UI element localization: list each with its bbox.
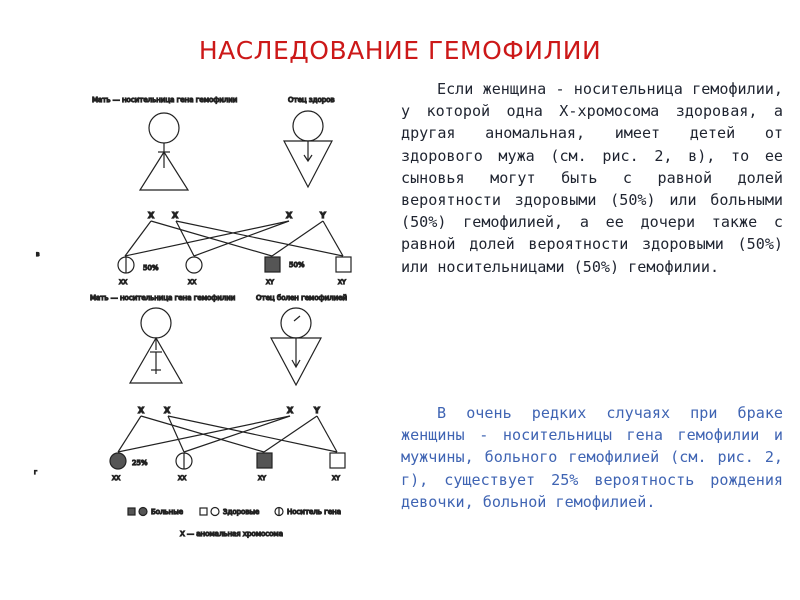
mother-v-head (149, 113, 179, 143)
mother-label-g: Мать — носительница гена гемофилии (90, 294, 236, 302)
gene-v-1: X (148, 211, 155, 220)
gene-g-4: Y (314, 406, 320, 415)
legend-sick-square (128, 508, 135, 515)
gene-g-3: X (287, 406, 294, 415)
child-g-1-label: XX (112, 475, 121, 482)
slide-title: НАСЛЕДОВАНИЕ ГЕМОФИЛИИ (198, 36, 602, 65)
legend-carrier: Носитель гена (287, 508, 342, 516)
legend-sick: Больные (151, 508, 184, 516)
child-g-3-label: XY (258, 475, 266, 482)
percent-g-left: 25% (132, 459, 148, 467)
gene-v-2: X (172, 211, 179, 220)
panel-letter-g: г (34, 469, 38, 476)
percent-v-right: 50% (289, 261, 305, 269)
child-v-1-label: XX (119, 279, 128, 286)
child-v-3-sick (265, 257, 280, 272)
legend-note: X — аномальная хромосома (180, 530, 284, 538)
child-v-2-label: XX (188, 279, 197, 286)
child-g-4-label: XY (332, 475, 340, 482)
legend-healthy-circle (211, 508, 219, 516)
child-g-1-sick (110, 453, 126, 469)
paragraph-carrier-healthy-father: Если женщина - носительница гемофилии, у которой одна X-хромосома здоровая, а другая аномальная, имеет детей от здорового мужа (см. рис. 2, в), то ее сыновья могут быть с равной долей вероятности здоровыми (50%) или больными (50%) гемофилией, а ее дочери также с равной долей вероятности здоровыми (50%) или носительницами (50%) гемофилии. (401, 80, 783, 276)
mother-label-v: Мать — носительница гена гемофилии (92, 96, 238, 104)
child-g-2-label: XX (178, 475, 187, 482)
child-v-4-label: XY (338, 279, 346, 286)
father-label-g: Отец болен гемофилией (256, 294, 348, 302)
gene-g-2: X (164, 406, 171, 415)
child-g-4-healthy (330, 453, 345, 468)
child-g-3-sick (257, 453, 272, 468)
panel-letter-v: в (36, 251, 40, 258)
father-label-v: Отец здоров (288, 96, 335, 104)
gene-g-1: X (138, 406, 145, 415)
gene-v-3: X (286, 211, 293, 220)
paragraph-carrier-sick-father: В очень редких случаях при браке женщины - носительницы гена гемофилии и мужчины, больного гемофилией (см. рис. 2, г), существует 25% вероятность рождения девочки, больной гемофилией. (401, 404, 783, 511)
child-v-3-label: XY (266, 279, 274, 286)
legend-healthy: Здоровые (223, 508, 260, 516)
father-v-head (293, 111, 323, 141)
child-v-4-healthy (336, 257, 351, 272)
child-v-2-healthy (186, 257, 202, 273)
legend-healthy-square (200, 508, 207, 515)
percent-v-left: 50% (143, 264, 159, 272)
mother-g-head (141, 308, 171, 338)
legend-sick-circle (139, 508, 147, 516)
father-g-head (281, 308, 311, 338)
gene-v-4: Y (320, 211, 326, 220)
